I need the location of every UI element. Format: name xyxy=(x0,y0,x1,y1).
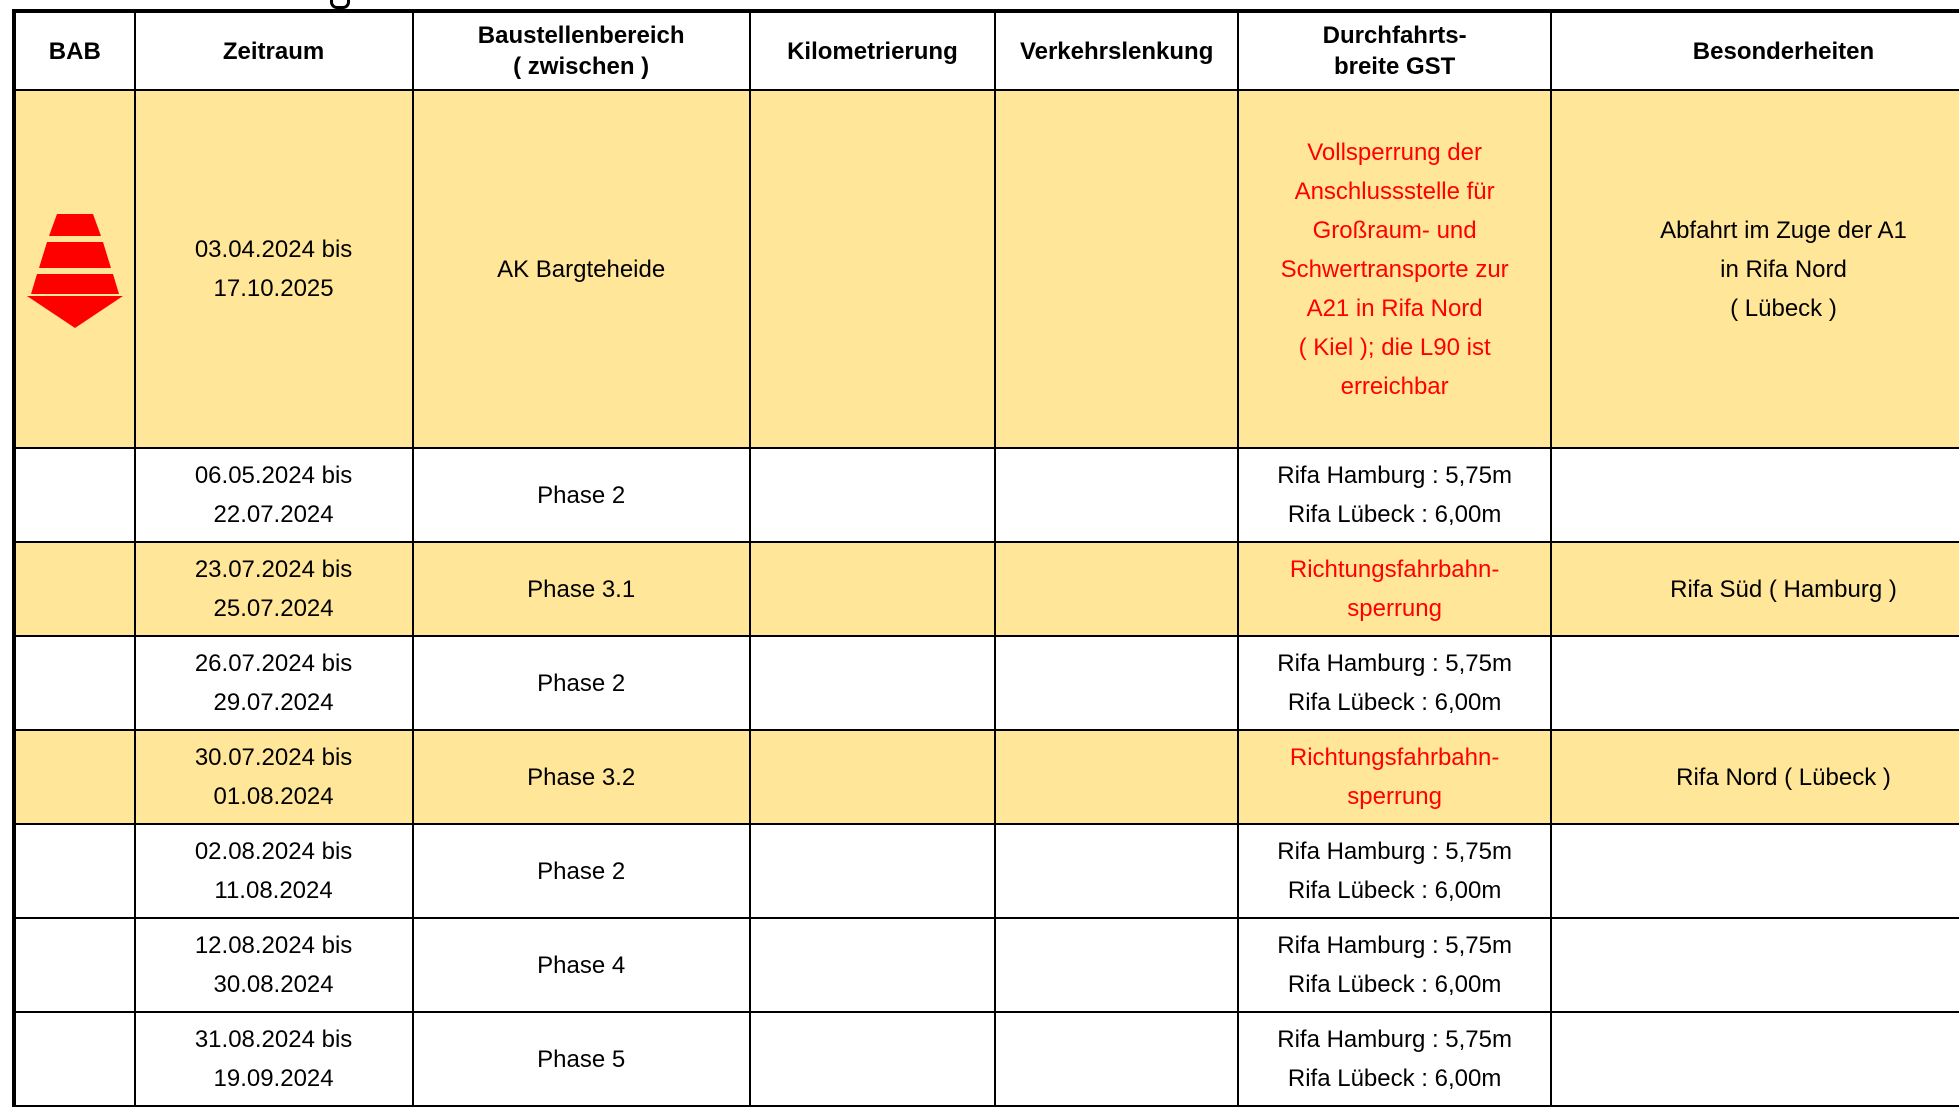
bab-cell xyxy=(14,542,135,636)
zeitraum-cell: 02.08.2024 bis 11.08.2024 xyxy=(135,824,413,918)
table-row xyxy=(14,824,1959,918)
durchfahrt-cell: Rifa Hamburg : 5,75m Rifa Lübeck : 6,00m xyxy=(1238,1012,1551,1106)
col-header-verkehrslenkung: Verkehrslenkung xyxy=(995,11,1238,90)
clipped-title-fragment xyxy=(330,0,350,9)
besonderheiten-cell xyxy=(1551,1012,1959,1106)
besonderheiten-cell xyxy=(1551,636,1959,730)
durchfahrt-cell: Rifa Hamburg : 5,75m Rifa Lübeck : 6,00m xyxy=(1238,636,1551,730)
bab-cell xyxy=(14,90,135,448)
bab-cell xyxy=(14,448,135,542)
table-row xyxy=(14,730,1959,824)
bereich-cell: Phase 2 xyxy=(413,824,750,918)
col-header-durchfahrtsbreite: Durchfahrts- breite GST xyxy=(1238,11,1551,90)
verkehrslenkung-cell xyxy=(995,636,1238,730)
table-row xyxy=(14,636,1959,730)
kilometrierung-cell xyxy=(750,1012,995,1106)
besonderheiten-cell: Abfahrt im Zuge der A1 in Rifa Nord ( Lübeck ) xyxy=(1551,90,1959,448)
table-header-row xyxy=(14,11,1959,90)
bereich-cell: Phase 2 xyxy=(413,448,750,542)
bab-cell xyxy=(14,730,135,824)
bereich-cell: AK Bargteheide xyxy=(413,90,750,448)
col-header-kilometrierung: Kilometrierung xyxy=(750,11,995,90)
bab-cell xyxy=(14,824,135,918)
bereich-cell: Phase 2 xyxy=(413,636,750,730)
bab-cell xyxy=(14,918,135,1012)
besonderheiten-cell: Rifa Süd ( Hamburg ) xyxy=(1551,542,1959,636)
durchfahrt-cell: Rifa Hamburg : 5,75m Rifa Lübeck : 6,00m xyxy=(1238,448,1551,542)
zeitraum-cell: 23.07.2024 bis 25.07.2024 xyxy=(135,542,413,636)
col-header-bab: BAB xyxy=(14,11,135,90)
kilometrierung-cell xyxy=(750,824,995,918)
col-header-zeitraum: Zeitraum xyxy=(135,11,413,90)
kilometrierung-cell xyxy=(750,448,995,542)
besonderheiten-cell xyxy=(1551,918,1959,1012)
bereich-cell: Phase 3.1 xyxy=(413,542,750,636)
zeitraum-cell: 26.07.2024 bis 29.07.2024 xyxy=(135,636,413,730)
verkehrslenkung-cell xyxy=(995,448,1238,542)
bab-cell xyxy=(14,1012,135,1106)
verkehrslenkung-cell xyxy=(995,542,1238,636)
traffic-cone-icon xyxy=(27,210,123,328)
bereich-cell: Phase 4 xyxy=(413,918,750,1012)
durchfahrt-cell: Vollsperrung der Anschlussstelle für Großraum- und Schwertransporte zur A21 in Rifa Nord ( Kiel ); die L90 ist erreichbar xyxy=(1238,90,1551,448)
table-row xyxy=(14,90,1959,448)
kilometrierung-cell xyxy=(750,918,995,1012)
bab-cell xyxy=(14,636,135,730)
zeitraum-cell: 03.04.2024 bis 17.10.2025 xyxy=(135,90,413,448)
verkehrslenkung-cell xyxy=(995,918,1238,1012)
zeitraum-cell: 12.08.2024 bis 30.08.2024 xyxy=(135,918,413,1012)
bereich-cell: Phase 3.2 xyxy=(413,730,750,824)
table-row xyxy=(14,448,1959,542)
besonderheiten-cell xyxy=(1551,824,1959,918)
kilometrierung-cell xyxy=(750,730,995,824)
verkehrslenkung-cell xyxy=(995,90,1238,448)
table-row xyxy=(14,1012,1959,1106)
zeitraum-cell: 30.07.2024 bis 01.08.2024 xyxy=(135,730,413,824)
kilometrierung-cell xyxy=(750,542,995,636)
durchfahrt-cell: Rifa Hamburg : 5,75m Rifa Lübeck : 6,00m xyxy=(1238,918,1551,1012)
besonderheiten-cell: Rifa Nord ( Lübeck ) xyxy=(1551,730,1959,824)
verkehrslenkung-cell xyxy=(995,824,1238,918)
durchfahrt-cell: Richtungsfahrbahn- sperrung xyxy=(1238,730,1551,824)
col-header-baustellenbereich: Baustellenbereich ( zwischen ) xyxy=(413,11,750,90)
besonderheiten-cell xyxy=(1551,448,1959,542)
kilometrierung-cell xyxy=(750,90,995,448)
zeitraum-cell: 31.08.2024 bis 19.09.2024 xyxy=(135,1012,413,1106)
zeitraum-cell: 06.05.2024 bis 22.07.2024 xyxy=(135,448,413,542)
verkehrslenkung-cell xyxy=(995,730,1238,824)
col-header-besonderheiten: Besonderheiten xyxy=(1551,11,1959,90)
verkehrslenkung-cell xyxy=(995,1012,1238,1106)
table-row xyxy=(14,918,1959,1012)
kilometrierung-cell xyxy=(750,636,995,730)
table-row xyxy=(14,542,1959,636)
bereich-cell: Phase 5 xyxy=(413,1012,750,1106)
construction-schedule-table xyxy=(12,9,1959,1107)
durchfahrt-cell: Rifa Hamburg : 5,75m Rifa Lübeck : 6,00m xyxy=(1238,824,1551,918)
durchfahrt-cell: Richtungsfahrbahn- sperrung xyxy=(1238,542,1551,636)
